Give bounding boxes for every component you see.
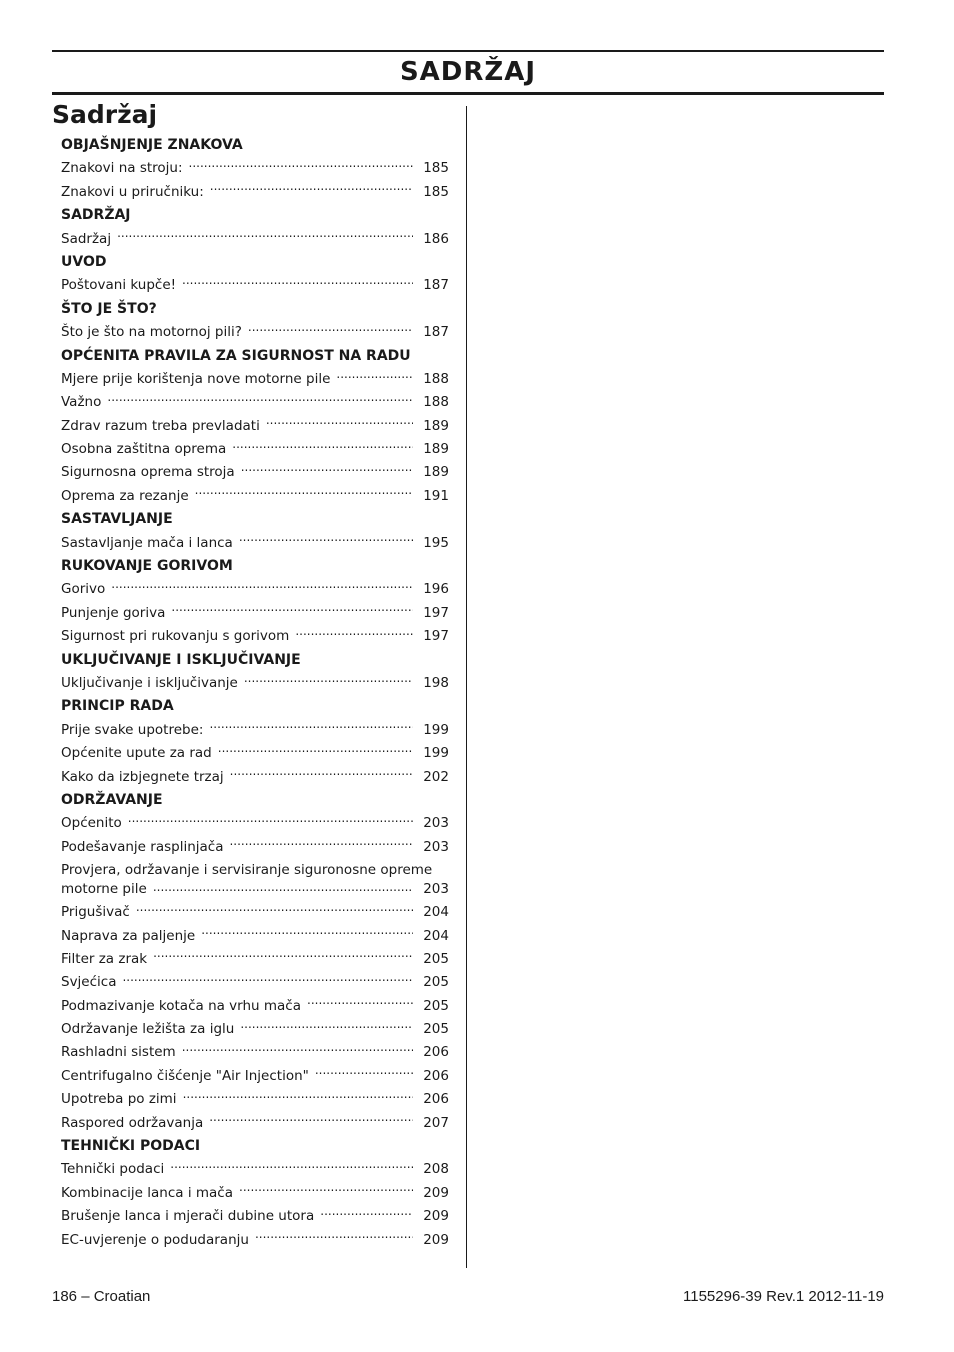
toc-entry-title: Provjera, održavanje i servisiranje siguronosne opreme [61,862,433,879]
column-divider [466,106,467,1268]
toc-entry-page: 197 [423,604,449,621]
toc-entry[interactable] [61,228,449,251]
toc-entry[interactable] [61,1065,449,1088]
toc-entry[interactable] [61,1182,449,1205]
toc-entry[interactable] [61,995,449,1018]
toc-entry-page: 186 [423,230,449,247]
toc-entry[interactable] [61,948,449,971]
toc-entry-title: Prije svake upotrebe: [61,721,204,738]
header-top-rule [52,50,884,52]
toc-entry-page: 207 [423,1114,449,1131]
dot-leader [229,837,413,851]
toc-entry-page: 189 [423,464,449,481]
dot-leader [189,158,413,172]
toc-entry-title: Osobna zaštitna oprema [61,441,227,458]
toc-heading: SASTAVLJANJE [61,511,173,528]
toc-entry-title: Gorivo [61,581,106,598]
dot-leader [183,1089,413,1103]
toc-entry-page: 203 [423,881,449,898]
toc-entry-title-continued: motorne pile [61,881,147,898]
toc-entry-title: Općenite upute za rad [61,745,212,762]
toc-entry[interactable] [61,415,449,438]
toc-entry-page: 191 [423,487,449,504]
toc-entry-page: 197 [423,628,449,645]
dot-leader [182,275,413,289]
dot-leader [122,972,413,986]
toc-entry-page: 189 [423,417,449,434]
dot-leader [218,743,413,757]
dot-leader [171,603,413,617]
toc-entry-title: Kako da izbjegnete trzaj [61,768,224,785]
toc-entry-page: 202 [423,768,449,785]
toc-entry-page: 205 [423,950,449,967]
toc-entry-page: 209 [423,1184,449,1201]
toc-entry-page: 187 [423,324,449,341]
toc-entry-title: Prigušivač [61,904,130,921]
dot-leader [248,322,413,336]
dot-leader [295,626,413,640]
toc-entry[interactable] [61,971,449,994]
toc-entry-page: 188 [423,370,449,387]
toc-entry[interactable] [61,925,449,948]
toc-entry[interactable] [61,438,449,461]
toc-entry[interactable] [61,1018,449,1041]
footer-document-revision: 1155296-39 Rev.1 2012-11-19 [683,1288,884,1305]
toc-entry-title: Centrifugalno čišćenje "Air Injection" [61,1067,309,1084]
toc-entry-title: Raspored održavanja [61,1114,204,1131]
toc-entry-title: Naprava za paljenje [61,927,196,944]
dot-leader [195,486,413,500]
header-bottom-rule [52,92,884,95]
toc-entry-page: 189 [423,441,449,458]
dot-leader [255,1230,413,1244]
toc-entry-page: 185 [423,160,449,177]
toc-entry[interactable] [61,719,449,742]
dot-leader [239,1183,413,1197]
toc-entry-title: Poštovani kupče! [61,277,177,294]
section-title: Sadržaj [52,100,158,129]
toc-entry-page: 204 [423,904,449,921]
dot-leader [239,533,413,547]
toc-entry-title: Sastavljanje mača i lanca [61,534,233,551]
dot-leader [111,579,413,593]
toc-entry-title: Sigurnosna oprema stroja [61,464,235,481]
toc-entry[interactable] [61,766,449,789]
toc-entry-title: Podmazivanje kotača na vrhu mača [61,997,302,1014]
toc-entry-title: Općenito [61,815,122,832]
toc-entry[interactable] [61,274,449,297]
toc-entry-page: 196 [423,581,449,598]
toc-entry-title: Punjenje goriva [61,604,166,621]
toc-entry-page: 187 [423,277,449,294]
toc-entry-page: 188 [423,394,449,411]
toc-entry-title: Mjere prije korištenja nove motorne pile [61,370,331,387]
toc-entry[interactable] [61,602,449,625]
toc-entry[interactable] [61,181,449,204]
toc-entry-page: 205 [423,997,449,1014]
toc-entry[interactable] [61,485,449,508]
toc-entry-page: 204 [423,927,449,944]
toc-entry-page: 203 [423,815,449,832]
toc-heading: SADRŽAJ [61,207,131,224]
toc-entry-page: 199 [423,745,449,762]
toc-entry-title: Održavanje ležišta za iglu [61,1021,235,1038]
dot-leader [320,1206,413,1220]
dot-leader [210,182,413,196]
toc-entry[interactable] [61,901,449,924]
toc-entry[interactable] [61,461,449,484]
dot-leader [240,1019,413,1033]
toc-entry-title: Oprema za rezanje [61,487,189,504]
toc-entry[interactable] [61,321,449,344]
toc-entry[interactable] [61,672,449,695]
dot-leader [336,369,413,383]
toc-heading: UKLJUČIVANJE I ISKLJUČIVANJE [61,651,301,668]
toc-entry-title: Tehnički podaci [61,1161,165,1178]
toc-entry[interactable] [61,1041,449,1064]
dot-leader [107,392,413,406]
toc-heading: PRINCIP RADA [61,698,174,715]
toc-entry-title: Svjećica [61,974,117,991]
dot-leader [307,996,413,1010]
dot-leader [170,1159,413,1173]
toc-entry-page: 209 [423,1231,449,1248]
dot-leader [201,926,413,940]
dot-leader [136,902,413,916]
dot-leader [117,229,413,243]
toc-entry-title: Uključivanje i isključivanje [61,674,238,691]
toc-entry[interactable] [61,368,449,391]
footer-page-language: 186 – Croatian [52,1288,151,1305]
toc-entry-page: 206 [423,1091,449,1108]
toc-entry-title: Zdrav razum treba prevladati [61,417,260,434]
toc-entry[interactable] [61,1229,449,1252]
toc-heading: UVOD [61,253,107,270]
toc-entry[interactable] [61,578,449,601]
toc-entry-title: Znakovi na stroju: [61,160,183,177]
toc-entry[interactable] [61,859,449,901]
toc-entry-title: Podešavanje rasplinjača [61,838,224,855]
toc-entry-page: 203 [423,838,449,855]
toc-entry[interactable] [61,625,449,648]
dot-leader [209,1113,413,1127]
table-of-contents [61,134,449,1252]
dot-leader [241,462,413,476]
toc-heading: ODRŽAVANJE [61,791,163,808]
toc-entry-title: Brušenje lanca i mjerači dubine utora [61,1208,315,1225]
toc-heading: OBJAŠNJENJE ZNAKOVA [61,137,243,153]
toc-entry-page: 199 [423,721,449,738]
toc-entry-title: Kombinacije lanca i mača [61,1184,233,1201]
toc-entry[interactable] [61,836,449,859]
toc-entry-page: 205 [423,1021,449,1038]
dot-leader [153,879,413,893]
dot-leader [182,1042,413,1056]
toc-entry-page: 206 [423,1044,449,1061]
page-header-title: SADRŽAJ [399,57,537,87]
toc-entry[interactable] [61,532,449,555]
toc-heading: RUKOVANJE GORIVOM [61,558,233,575]
toc-entry-title: Sigurnost pri rukovanju s gorivom [61,628,290,645]
dot-leader [128,813,413,827]
toc-entry-page: 198 [423,674,449,691]
dot-leader [266,416,413,430]
dot-leader [232,439,413,453]
toc-entry-page: 185 [423,183,449,200]
toc-heading: OPĆENITA PRAVILA ZA SIGURNOST NA RADU [61,347,411,364]
dot-leader [315,1066,413,1080]
toc-entry[interactable] [61,1088,449,1111]
toc-entry[interactable] [61,812,449,835]
toc-entry-page: 208 [423,1161,449,1178]
dot-leader [153,949,413,963]
toc-entry-title: Znakovi u priručniku: [61,183,204,200]
toc-entry[interactable] [61,1112,449,1135]
toc-entry-title: Rashladni sistem [61,1044,176,1061]
dot-leader [244,673,413,687]
toc-entry-page: 206 [423,1067,449,1084]
toc-entry-page: 209 [423,1208,449,1225]
toc-entry-title: EC-uvjerenje o podudaranju [61,1231,249,1248]
toc-entry[interactable] [61,391,449,414]
toc-entry[interactable] [61,742,449,765]
dot-leader [230,767,413,781]
toc-entry-title: Upotreba po zimi [61,1091,177,1108]
toc-entry[interactable] [61,1205,449,1228]
toc-entry-title: Važno [61,394,102,411]
toc-heading: TEHNIČKI PODACI [61,1138,201,1155]
toc-entry[interactable] [61,157,449,180]
toc-entry-title: Filter za zrak [61,950,148,967]
toc-entry-page: 195 [423,534,449,551]
toc-entry-title: Sadržaj [61,230,112,247]
toc-entry-title: Što je što na motornoj pili? [61,324,242,341]
toc-heading: ŠTO JE ŠTO? [61,300,157,317]
toc-entry-page: 205 [423,974,449,991]
toc-entry[interactable] [61,1158,449,1181]
dot-leader [209,720,413,734]
